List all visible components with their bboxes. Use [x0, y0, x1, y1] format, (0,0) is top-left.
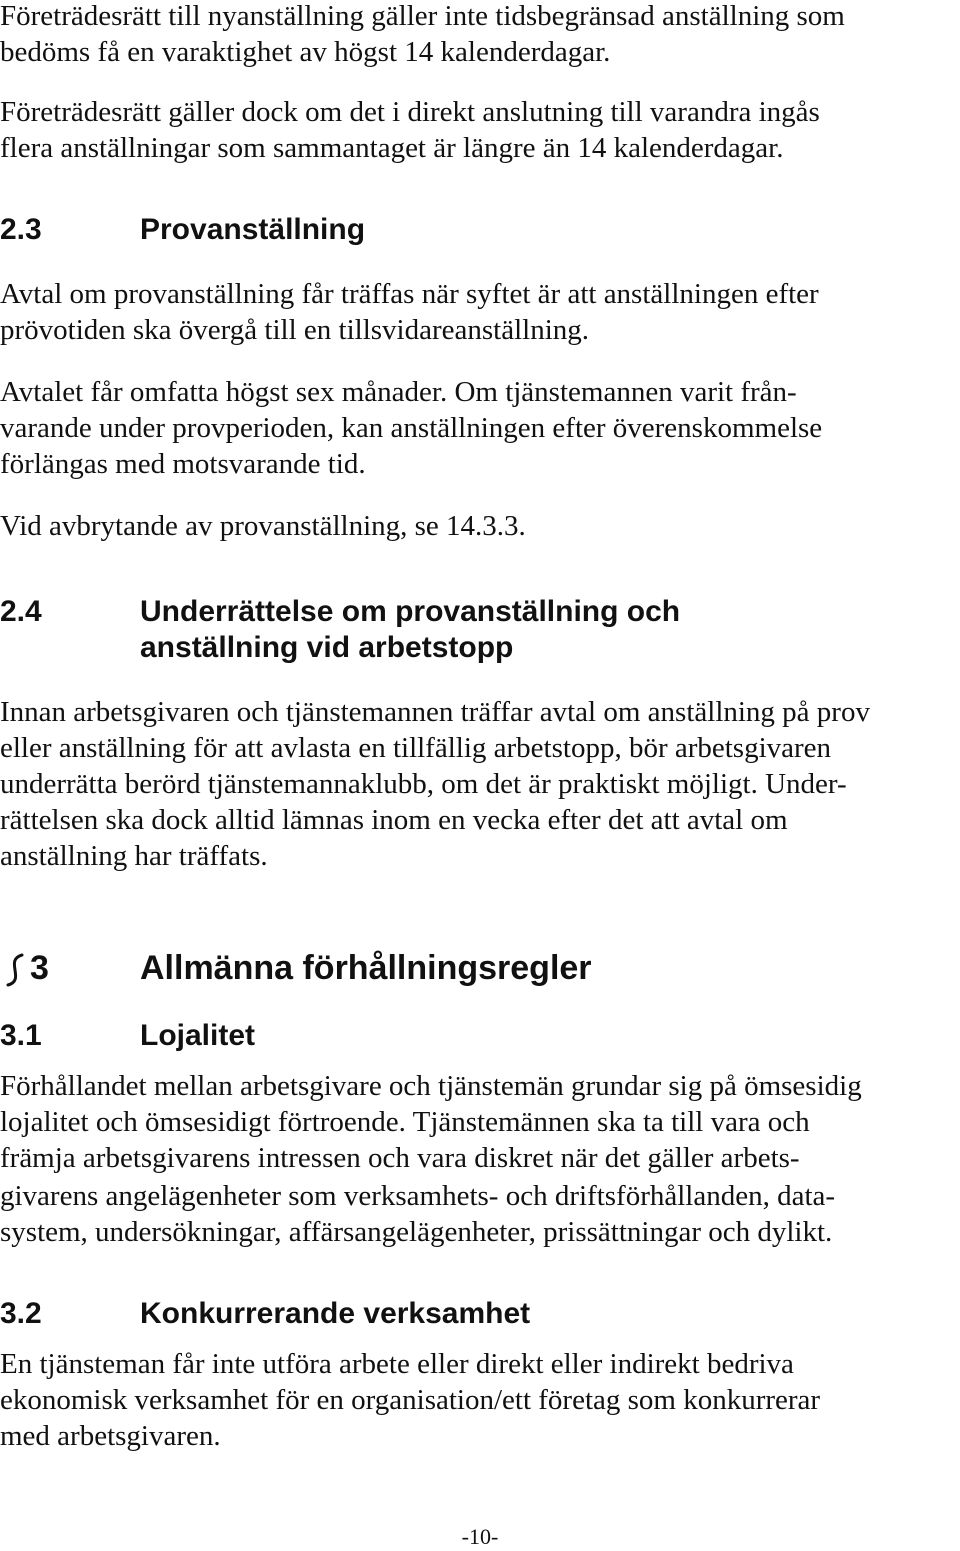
intro-line-2: bedöms få en varaktighet av högst 14 kalenderdagar. [0, 36, 611, 68]
section-2-3-line-6: Vid avbrytande av provanställning, se 14.3.3. [0, 510, 526, 542]
section-2-4-line-2: eller anställning för att avlasta en tillfällig arbetstopp, bör arbetsgivaren [0, 732, 832, 764]
section-2-3-line-2: prövotiden ska övergå till en tillsvidareanställning. [0, 314, 590, 346]
section-2-4-line-1: Innan arbetsgivaren och tjänstemannen träffar avtal om anställning på prov [0, 696, 870, 728]
intro-line-4: flera anställningar som sammantaget är längre än 14 kalenderdagar. [0, 132, 784, 164]
section-3-1-line-3: främja arbetsgivarens intressen och vara diskret när det gäller arbets- [0, 1142, 800, 1174]
section-2-3-line-5: förlängas med motsvarande tid. [0, 448, 366, 480]
section-3-1-line-5: system, undersökningar, affärsangelägenheter, prissättningar och dylikt. [0, 1216, 833, 1248]
section-2-4-title-line-2: anställning vid arbetstopp [140, 631, 514, 664]
section-3-2-line-2: ekonomisk verksamhet för en organisation/ett företag som konkurrerar [0, 1384, 821, 1416]
section-2-3-line-1: Avtal om provanställning får träffas när syftet är att anställningen efter [0, 278, 819, 310]
section-2-4-line-4: rättelsen ska dock alltid lämnas inom en vecka efter det att avtal om [0, 804, 788, 836]
section-3-1-title: Lojalitet [140, 1019, 256, 1052]
section-3-1-line-1: Förhållandet mellan arbetsgivare och tjänstemän grundar sig på ömsesidig [0, 1070, 862, 1102]
section-2-3-line-3: Avtalet får omfatta högst sex månader. Om tjänstemannen varit från- [0, 376, 797, 408]
section-3-2-line-3: med arbetsgivaren. [0, 1420, 221, 1452]
section-3-1-number: 3.1 [0, 1019, 42, 1052]
revision-mark-icon [2, 952, 28, 988]
intro-line-1: Företrädesrätt till nyanställning gäller inte tidsbegränsad anställning som [0, 0, 845, 32]
section-2-3-number: 2.3 [0, 213, 42, 246]
section-2-4-number: 2.4 [0, 595, 42, 628]
section-2-3-title: Provanställning [140, 213, 366, 246]
section-3-2-line-1: En tjänsteman får inte utföra arbete eller direkt eller indirekt bedriva [0, 1348, 794, 1380]
section-2-3-line-4: varande under provperioden, kan anställningen efter överenskommelse [0, 412, 823, 444]
section-3-2-title: Konkurrerande verksamhet [140, 1297, 531, 1330]
section-2-4-line-5: anställning har träffats. [0, 840, 268, 872]
intro-line-3: Företrädesrätt gäller dock om det i direkt anslutning till varandra ingås [0, 96, 820, 128]
section-3-number: 3 [30, 949, 49, 987]
section-2-4-line-3: underrätta berörd tjänstemannaklubb, om det är praktiskt möjligt. Under- [0, 768, 847, 800]
section-3-1-line-4: givarens angelägenheter som verksamhets- och driftsförhållanden, data- [0, 1180, 836, 1212]
section-3-title: Allmänna förhållningsregler [140, 949, 592, 987]
section-2-4-title-line-1: Underrättelse om provanställning och [140, 595, 681, 628]
section-3-2-number: 3.2 [0, 1297, 42, 1330]
section-3-1-line-2: lojalitet och ömsesidigt förtroende. Tjänstemännen ska ta till vara och [0, 1106, 810, 1138]
page-number: -10- [461, 1524, 499, 1549]
